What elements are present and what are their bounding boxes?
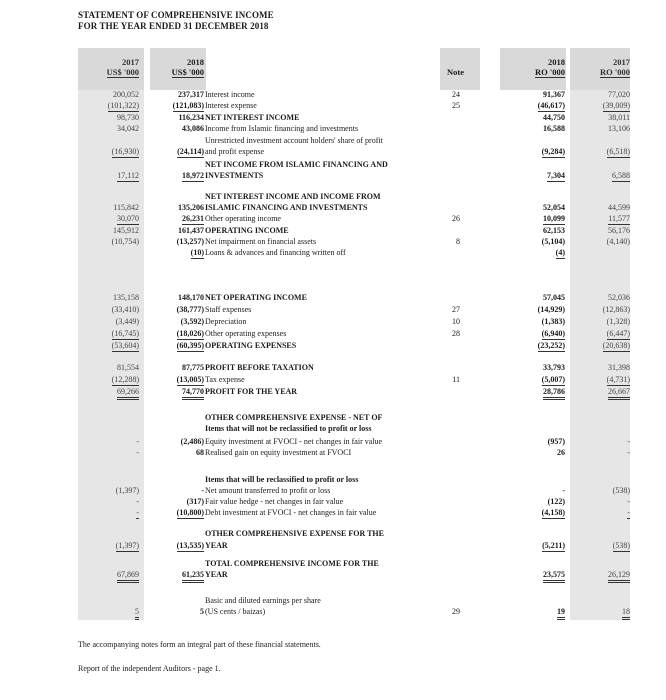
cell-ro2018: 57,045: [543, 293, 565, 302]
cell-us2017: (3,449): [115, 317, 139, 326]
cell-ro2017: (39,009): [602, 101, 630, 110]
cell-us2018: -: [201, 486, 204, 495]
row-label: YEAR: [205, 541, 228, 550]
cell-us2018: 43,086: [182, 124, 204, 133]
cell-ro2017: 31,398: [608, 363, 630, 372]
cell-us2018: 148,170: [178, 293, 204, 302]
cell-us2017: -: [136, 448, 139, 457]
cell-ro2018: -: [562, 486, 565, 495]
cell-us2017: -: [136, 508, 139, 517]
row-label: Debt investment at FVOCI - net changes in fair value: [205, 508, 377, 517]
cell-us2018: 5: [200, 607, 204, 616]
cell-ro2018: 23,575: [543, 569, 565, 583]
row-label: and profit expense: [205, 147, 265, 156]
cell-ro2018: (4,158): [541, 508, 565, 517]
cell-ro2018: (5,007): [541, 375, 565, 384]
statement-period: FOR THE YEAR ENDED 31 DECEMBER 2018: [78, 21, 269, 31]
row-label: Fair value hedge - net changes in fair value: [205, 497, 344, 506]
cell-us2018: 61,235: [182, 569, 204, 583]
cell-us2018: 116,234: [178, 113, 204, 122]
row-label: OTHER COMPREHENSIVE EXPENSE - NET OF: [205, 413, 383, 422]
cell-ro2018: 16,588: [543, 124, 565, 133]
footnote-notes: The accompanying notes form an integral part of these financial statements.: [78, 640, 321, 649]
row-label: OPERATING EXPENSES: [205, 341, 297, 350]
cell-us2017: 30,070: [117, 214, 139, 223]
row-label: Items that will not be reclassified to profit or loss: [205, 424, 372, 433]
cell-note: 24: [452, 90, 460, 99]
header-ro-2018-year: 2018: [548, 57, 565, 67]
cell-us2018: (317): [186, 497, 204, 506]
cell-us2018: (3,592): [180, 317, 204, 326]
cell-us2018: (24,114): [177, 147, 204, 156]
cell-ro2017: (12,863): [602, 305, 630, 314]
cell-ro2017: (6,518): [606, 147, 630, 156]
cell-note: 8: [456, 237, 460, 246]
cell-us2017: (16,745): [111, 329, 139, 338]
cell-ro2017: 52,036: [608, 293, 630, 302]
cell-ro2018: (6,940): [541, 329, 565, 338]
cell-us2018: (10): [190, 248, 204, 257]
header-note: Note: [447, 67, 464, 77]
cell-ro2017: 6,588: [612, 171, 630, 180]
cell-us2017: -: [136, 437, 139, 446]
cell-us2017: 81,554: [117, 363, 139, 372]
cell-ro2017: -: [627, 448, 630, 457]
cell-us2017: 5: [135, 606, 139, 620]
header-us-2018-unit: US$ '000: [171, 67, 204, 77]
cell-us2018: (38,777): [176, 305, 204, 314]
cell-ro2017: (538): [612, 486, 630, 495]
cell-us2018: 68: [196, 448, 204, 457]
footnote-auditors: Report of the independent Auditors - page 1.: [78, 664, 221, 673]
row-label: (US cents / baizas): [205, 607, 266, 616]
cell-ro2018: 62,153: [543, 226, 565, 235]
row-label: NET INTEREST INCOME AND INCOME FROM: [205, 192, 381, 201]
cell-ro2017: 38,011: [608, 113, 630, 122]
header-us-2017-unit: US$ '000: [106, 67, 139, 77]
cell-note: 11: [452, 375, 460, 384]
cell-us2018: (121,083): [172, 101, 204, 110]
row-label: ISLAMIC FINANCING AND INVESTMENTS: [205, 203, 368, 212]
row-label: Depreciation: [205, 317, 247, 326]
cell-ro2018: (1,383): [541, 317, 565, 326]
cell-ro2017: 13,106: [608, 124, 630, 133]
row-label: YEAR: [205, 570, 228, 579]
cell-note: 10: [452, 317, 460, 326]
cell-us2017: (101,322): [107, 101, 139, 110]
row-label: Interest income: [205, 90, 255, 99]
cell-us2018: (10,800): [176, 508, 204, 517]
cell-ro2018: (9,284): [541, 147, 565, 156]
row-label: Loans & advances and financing written off: [205, 248, 346, 257]
cell-note: 28: [452, 329, 460, 338]
cell-ro2017: 11,577: [608, 214, 630, 223]
cell-ro2017: (4,731): [606, 375, 630, 384]
cell-ro2018: 28,786: [543, 386, 565, 400]
cell-ro2018: (122): [547, 497, 565, 506]
cell-ro2018: 7,304: [547, 171, 565, 180]
cell-us2017: 98,730: [117, 113, 139, 122]
cell-us2017: 67,869: [117, 569, 139, 583]
cell-us2018: 135,206: [178, 203, 204, 212]
row-label: Equity investment at FVOCI - net changes in fair value: [205, 437, 383, 446]
row-label: Other operating income: [205, 214, 281, 223]
row-label: Realised gain on equity investment at FVOCI: [205, 448, 352, 457]
cell-us2017: (1,397): [115, 541, 139, 550]
cell-us2017: (10,754): [111, 237, 139, 246]
row-label: Unrestricted investment account holders' share of profit: [205, 136, 383, 145]
cell-us2018: 26,231: [182, 214, 204, 223]
row-label: Basic and diluted earnings per share: [205, 596, 321, 605]
cell-note: 26: [452, 214, 460, 223]
cell-us2017: (1,397): [115, 486, 139, 495]
row-label: NET OPERATING INCOME: [205, 293, 307, 302]
statement-title: STATEMENT OF COMPREHENSIVE INCOME: [78, 10, 274, 20]
cell-ro2017: 77,020: [608, 90, 630, 99]
cell-us2017: 200,052: [113, 90, 139, 99]
header-ro-2017-unit: RO '000: [600, 67, 630, 77]
row-label: PROFIT FOR THE YEAR: [205, 387, 298, 396]
cell-ro2017: 18: [622, 606, 630, 620]
cell-us2018: (13,005): [176, 375, 204, 384]
row-label: OTHER COMPREHENSIVE EXPENSE FOR THE: [205, 529, 384, 538]
cell-ro2018: (5,211): [542, 541, 565, 550]
cell-us2017: 145,912: [113, 226, 139, 235]
cell-note: 27: [452, 305, 460, 314]
cell-ro2017: (6,447): [606, 329, 630, 338]
cell-us2018: 161,437: [178, 226, 204, 235]
cell-us2017: 115,842: [113, 203, 139, 212]
cell-us2017: (53,604): [111, 341, 139, 350]
cell-ro2017: 44,599: [608, 203, 630, 212]
cell-ro2018: 44,750: [543, 113, 565, 122]
cell-note: 29: [452, 607, 460, 616]
cell-ro2017: -: [627, 508, 630, 517]
cell-ro2017: (4,140): [606, 237, 630, 246]
cell-note: 25: [452, 101, 460, 110]
row-label: TOTAL COMPREHENSIVE INCOME FOR THE: [205, 559, 379, 568]
cell-ro2017: 56,176: [608, 226, 630, 235]
row-label: Other operating expenses: [205, 329, 287, 338]
cell-ro2018: (14,929): [537, 305, 565, 314]
cell-ro2018: 26: [557, 448, 565, 457]
row-label: Net amount transferred to profit or loss: [205, 486, 331, 495]
row-label: NET INTEREST INCOME: [205, 113, 300, 122]
cell-ro2017: 26,129: [608, 569, 630, 583]
cell-us2018: (13,257): [176, 237, 204, 246]
row-label: Items that will be reclassified to profit or loss: [205, 475, 359, 484]
cell-ro2018: (5,104): [541, 237, 565, 246]
cell-us2017: -: [136, 497, 139, 506]
cell-ro2018: 91,367: [543, 90, 565, 99]
cell-us2017: 34,042: [117, 124, 139, 133]
header-us-2018-year: 2018: [187, 57, 204, 67]
cell-us2017: (33,410): [111, 305, 139, 314]
cell-ro2017: -: [627, 437, 630, 446]
cell-ro2018: (957): [547, 437, 565, 446]
cell-us2017: 135,158: [113, 293, 139, 302]
cell-ro2018: (46,617): [537, 101, 565, 110]
row-label: INVESTMENTS: [205, 171, 264, 180]
cell-us2018: 18,972: [182, 171, 204, 180]
header-us-2017-year: 2017: [122, 57, 139, 67]
cell-ro2018: (23,252): [537, 341, 565, 350]
row-label: Income from Islamic financing and investments: [205, 124, 359, 133]
cell-us2018: 237,317: [178, 90, 204, 99]
cell-ro2017: -: [627, 497, 630, 506]
row-label: OPERATING INCOME: [205, 226, 289, 235]
row-label: Interest expense: [205, 101, 257, 110]
row-label: PROFIT BEFORE TAXATION: [205, 363, 314, 372]
row-label: Net impairment on financial assets: [205, 237, 317, 246]
cell-ro2018: 19: [557, 606, 565, 620]
cell-us2018: (60,395): [176, 341, 204, 350]
cell-ro2018: 52,054: [543, 203, 565, 212]
cell-ro2017: (538): [612, 541, 630, 550]
cell-us2017: (16,930): [111, 147, 139, 156]
cell-ro2017: (20,638): [602, 341, 630, 350]
cell-ro2017: (1,328): [606, 317, 630, 326]
header-ro-2018-unit: RO '000: [535, 67, 565, 77]
row-label: Tax expense: [205, 375, 245, 384]
cell-us2017: (12,288): [111, 375, 139, 384]
cell-us2018: (18,026): [176, 329, 204, 338]
cell-us2017: 17,112: [117, 171, 139, 180]
cell-us2017: 69,266: [117, 386, 139, 400]
header-ro-2017-year: 2017: [613, 57, 630, 67]
row-label: Staff expenses: [205, 305, 252, 314]
cell-ro2018: (4): [555, 248, 565, 257]
cell-us2018: 87,775: [182, 363, 204, 372]
cell-ro2018: 10,099: [543, 214, 565, 223]
cell-us2018: (13,535): [176, 541, 204, 550]
cell-us2018: (2,486): [180, 437, 204, 446]
cell-ro2017: 26,667: [608, 386, 630, 400]
row-label: NET INCOME FROM ISLAMIC FINANCING AND: [205, 160, 388, 169]
cell-ro2018: 33,793: [543, 363, 565, 372]
cell-us2018: 74,770: [182, 386, 204, 400]
